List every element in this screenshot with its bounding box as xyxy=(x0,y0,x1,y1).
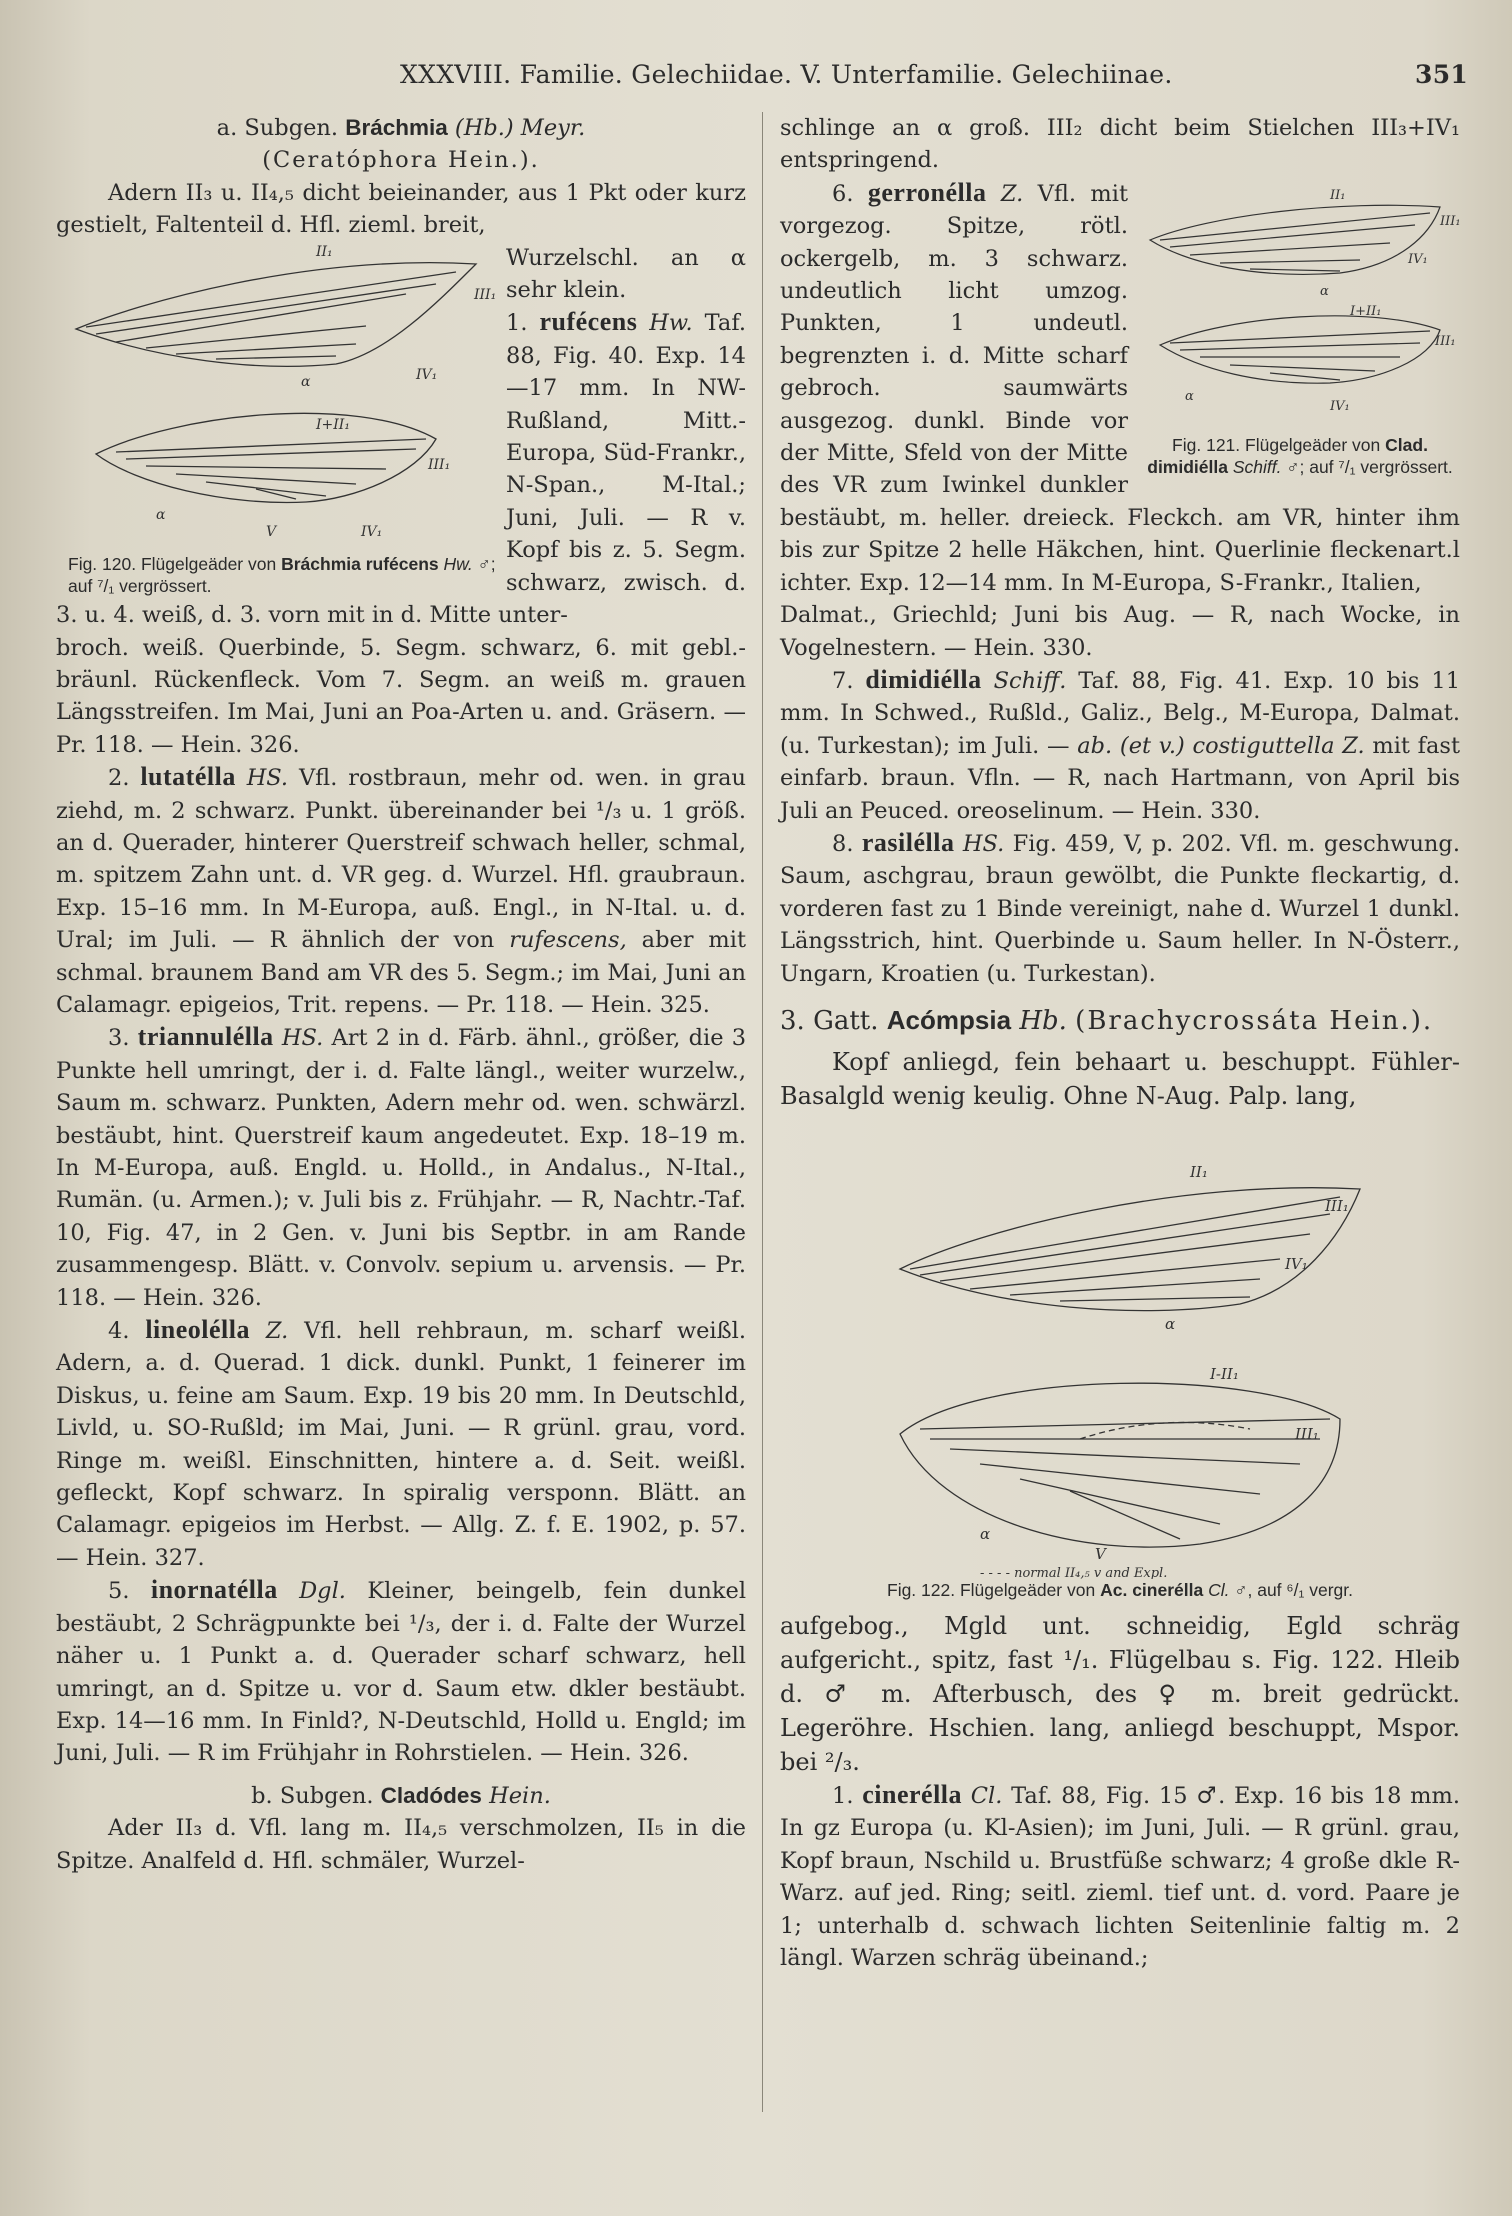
species-5: 5. inornatélla Dgl. Kleiner, beingelb, fein dunkel bestäubt, 2 Schrägpunkte bei ¹/₃, der i. d. Falte der Wurzel näher u. 1 Punkt a. d. Querader scharf schwarz, hell umringt, an d. Spitze u. vor d. Saum etw. dkler bestäubt. Exp. 14—16 mm. In Finld?, N-Deutschld, Holld u. Engld; im Juni, Juli. — R im Frühjahr in Rohrstielen. — Hein. 326. xyxy=(56,1575,747,1767)
fig-122 xyxy=(780,1119,1460,1601)
species-7: 7. dimidiélla Schiff. Taf. 88, Fig. 41. Exp. 10 bis 11 mm. In Schwed., Rußld., Galiz., Belg., M-Europa, Dalmat. (u. Turkestan); im Juli. — ab. (et v.) costiguttella Z. mit fast einfarb. braun. Vfln. — R, nach Hartmann, von April bis Juli an Peuced. oreoselinum. — Hein. 330. xyxy=(780,664,1461,824)
species-4-name: lineolélla xyxy=(145,1315,250,1345)
fig121-label-III1: III₁ xyxy=(1440,213,1460,229)
genus-3-text: Kopf anliegd, fein behaart u. beschuppt. Fühler-Basalgld wenig keulig. Ohne N-Aug. Palp. lang, xyxy=(780,1047,1460,1110)
fig120-label-IV1b: IV₁ xyxy=(361,523,383,540)
page-number: 351 xyxy=(1415,60,1469,89)
species-2-name: lutatélla xyxy=(140,762,236,792)
species-6-cont: Dalmat., Griechld; Juni bis Aug. — R, nach Wocke, in Vogelnestern. — Hein. 330. xyxy=(780,602,1460,661)
genus-3-text-2: aufgebog., Mgld unt. schneidig, Egld schräg aufgericht., spitz, fast ¹/₁. Flügelbau s. Fig. 122. Hleib d. ♂ m. Afterbusch, des ♀ m. breit gedrückt. Legeröhre. Hschien. lang, anliegd beschuppt, Mspor. bei ²/₃. xyxy=(780,1611,1460,1776)
species-5-name: inornatélla xyxy=(150,1575,278,1605)
fig121-label-III1b: III₁ xyxy=(1435,333,1456,349)
fig122-label-II1: II₁ xyxy=(1190,1162,1208,1181)
fig121-label-alpha: α xyxy=(1320,283,1329,299)
fig122-label-alpha-b: α xyxy=(980,1524,991,1543)
fig-122-drawing xyxy=(780,1119,1460,1579)
fig122-label-IV1: IV₁ xyxy=(1285,1254,1308,1273)
species-8-name: rasilélla xyxy=(861,827,955,857)
fig121-label-IV1b: IV₁ xyxy=(1330,398,1350,414)
fig122-label-I-II1: I-II₁ xyxy=(1210,1364,1239,1383)
subgen-a-intro: Adern II₃ u. II₄,₅ dicht beieinander, aus 1 Pkt oder kurz gestielt, Faltenteil d. Hfl. zieml. breit, xyxy=(56,179,746,239)
species-3-name: triannulélla xyxy=(137,1022,274,1052)
species-6-name: gerronélla xyxy=(867,177,987,207)
fig122-label-III1b: III₁ xyxy=(1295,1424,1319,1443)
subgen-b-text: Ader II₃ d. Vfl. lang m. II₄,₅ verschmolzen, II₅ in die Spitze. Analfeld d. Hfl. schmäler, Wurzel- xyxy=(56,1815,746,1874)
subgen-a-heading: a. Subgen. Bráchmia (Hb.) Meyr. xyxy=(216,115,586,141)
species-c1: 1. cinerélla Cl. Taf. 88, Fig. 15 ♂. Exp. 16 bis 18 mm. In gz Europa (u. Kl-Asien); im Juni, Juli. — R grünl. grau, Kopf braun, Nschild u. Brustfüße schwarz; 4 große dkle R-Warz. auf jed. Ring; seitl. zieml. tief unt. d. vord. Paare je 1; unterhalb d. schwach lichten Seitenlinie faltig m. 2 längl. Warzen schräg übeinand.; xyxy=(780,1779,1460,1971)
fig120-label-IV1: IV₁ xyxy=(416,366,438,383)
running-header xyxy=(0,60,1512,100)
fig120-label-I-II1: I+II₁ xyxy=(316,416,350,433)
subgen-b-cont: schlinge an α groß. III₂ dicht beim Stielchen III₃+IV₁ entspringend. xyxy=(780,115,1460,174)
fig121-label-IV1: IV₁ xyxy=(1408,251,1428,267)
fig121-label-I-II1: I+II₁ xyxy=(1350,303,1382,319)
fig-121 xyxy=(1140,185,1460,478)
species-4: 4. lineolélla Z. Vfl. hell rehbraun, m. scharf weißl. Adern, a. d. Querad. 1 dick. dunkl. Punkt, 1 feinerer im Diskus, u. feine am Saum. Exp. 19 bis 20 mm. In Deutschld, Livld, u. SO-Rußld; im Mai, Juni. — R grünl. grau, vord. Ringe m. weißl. Einschnitten, hintere a. d. Seit. weißl. gefleckt, Kopf schwarz. In spiralig versponn. Blätt. an Calamagr. epigeios im Herbst. — Allg. Z. f. E. 1902, p. 57. — Hein. 327. xyxy=(56,1315,747,1571)
fig120-label-III1b: III₁ xyxy=(428,456,451,473)
fig122-label-alpha: α xyxy=(1165,1314,1176,1333)
fig120-label-alpha: α xyxy=(301,373,311,390)
left-column xyxy=(56,112,746,1877)
genus-3-heading: 3. Gatt. Acómpsia Hb. (Brachycrossáta Hein.). xyxy=(780,1004,1434,1036)
fig122-label-V: V xyxy=(1095,1544,1106,1563)
column-rule xyxy=(762,112,763,2112)
fig121-label-alpha-b: α xyxy=(1185,388,1194,404)
subgen-b-heading: b. Subgen. Cladódes Hein. xyxy=(251,1782,551,1809)
fig122-label-III1: III₁ xyxy=(1325,1196,1349,1215)
fig-120-caption: Fig. 120. Flügelgeäder von Bráchmia rufécens Hw. ♂; auf ⁷/₁ vergrössert. xyxy=(68,554,496,597)
fig122-legend: - - - - normal II₄,₅ v and Expl. xyxy=(980,1565,1168,1579)
species-c1-name: cinerélla xyxy=(862,1779,963,1809)
fig120-label-II1: II₁ xyxy=(316,243,333,260)
header-title: XXXVIII. Familie. Gelechiidae. V. Unterfamilie. Gelechiinae. xyxy=(400,60,1173,89)
species-3: 3. triannulélla HS. Art 2 in d. Färb. ähnl., größer, die 3 Punkte hell umringt, der i. d. Falte längl., weiter wurzelw., Saum m. schwarz. Punkten, Adern mehr od. wen. schwärzl. bestäubt, hint. Querstreif kaum angedeutet. Exp. 18–19 m. In M-Europa, auß. Engld. u. Holld., in Andalus., N-Ital., Rumän. (u. Armen.); v. Juli bis z. Frühjahr. — R, Nachtr.-Taf. 10, Fig. 47, in 2 Gen. v. Juni bis Septbr. in am Rande zusammengesp. Blätt. v. Convolv. sepium u. arvensis. — Pr. 118. — Hein. 326. xyxy=(56,1022,747,1311)
species-8: 8. rasilélla HS. Fig. 459, V, p. 202. Vfl. m. geschwung. Saum, aschgrau, braun gewölbt, die Punkte fleckartig, d. vorderen fast zu 1 Binde vereinigt, nahe d. Wurzel 1 dunkl. Längsstrich, hint. Querbinde u. Saum heller. In N-Österr., Ungarn, Kroatien (u. Turkestan). xyxy=(780,827,1460,987)
species-6: 6. gerronélla Z. Vfl. mit vorgezog. Spitze, rötl. ockergelb, m. 3 schwarz. undeutlich licht umzog. Punkten, 1 undeutl. begrenzten i. d. Mitte scharf gebroch. saumwärts ausgezog. dunkl. Binde vor der Mitte, Sfeld von der Mitte des VR zum Iwinkel dunkler bestäubt, m. heller. dreieck. Fleckch. am VR, hinter ihm bis zur Spitze 2 helle Häkchen, hint. Querlinie fleckenart.l ichter. Exp. 12—14 mm. In M-Europa, S-Frankr., Italien, xyxy=(780,177,1460,596)
fig-121-drawing xyxy=(1140,185,1460,425)
species-1-name: rufécens xyxy=(539,307,638,337)
subgen-a-intro-2: Wurzelschl. an α sehr klein. xyxy=(506,244,746,304)
species-2: 2. lutatélla HS. Vfl. rostbraun, mehr od. wen. in grau ziehd, m. 2 schwarz. Punkt. übereinander bei ¹/₃ u. 1 größ. an d. Querader, hinterer Querstreif schwach heller, schmal, m. spitzem Zahn unt. d. VR geg. d. Wurzel. Hfl. graubraun. Exp. 15–16 mm. In M-Europa, auß. Engl., in N-Ital. u. d. Ural; im Juli. — R ähnlich der von rufescens, aber mit schmal. braunem Band am VR des 5. Segm.; im Mai, Juni an Calamagr. epigeios, Trit. repens. — Pr. 118. — Hein. 325. xyxy=(56,762,747,1018)
species-1: 1. rufécens Hw. Taf. 88, Fig. 40. Exp. 14—17 mm. In NW-Rußland, Mitt.-Europa, Süd-Frankr., N-Span., M-Ital.; Juni, Juli. — R v. Kopf bis z. 5. Segm. schwarz, zwisch. d. 3. u. 4. weiß, d. 3. vorn mit in d. Mitte unter- xyxy=(56,307,747,629)
fig-120-drawing xyxy=(56,244,506,544)
fig121-label-II1: II₁ xyxy=(1330,187,1346,203)
species-7-name: dimidiélla xyxy=(865,664,982,694)
fig-121-caption: Fig. 121. Flügelgeäder von Clad. dimidiélla Schiff. ♂; auf ⁷/₁ vergrössert. xyxy=(1147,435,1453,478)
fig120-label-alpha-b: α xyxy=(156,506,166,523)
right-column xyxy=(780,112,1460,1974)
fig120-label-V: V xyxy=(266,523,277,540)
fig-120 xyxy=(56,244,506,597)
species-1-cont: broch. weiß. Querbinde, 5. Segm. schwarz, 6. mit gebl.-bräunl. Rückenfleck. Vom 7. Segm. an weiß m. grauen Längsstreifen. Im Mai, Juni an Poa-Arten u. and. Gräsern. — Pr. 118. — Hein. 326. xyxy=(56,634,746,758)
fig120-label-III1: III₁ xyxy=(474,286,497,303)
subgen-a-synonym: (Ceratóphora Hein.). xyxy=(262,147,540,174)
fig-122-caption: Fig. 122. Flügelgeäder von Ac. cinerélla Cl. ♂, auf ⁶/₁ vergr. xyxy=(887,1579,1353,1600)
